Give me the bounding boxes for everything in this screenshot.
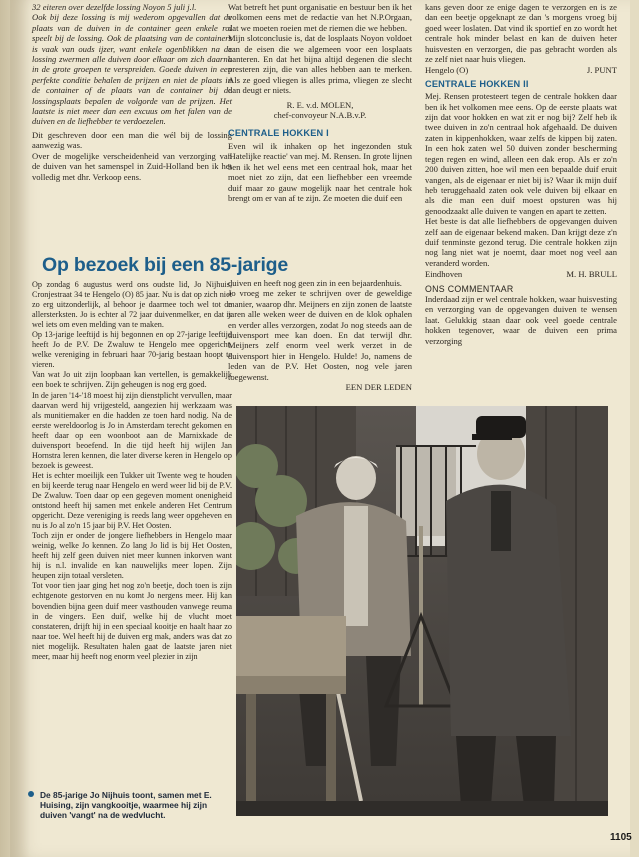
- signature-block: [425, 65, 617, 75]
- caption-text: De 85-jarige Jo Nijhuis toont, samen met E. Huising, zijn vangkooitje, waarmee hij zijn duiven 'vangt' na de wedvlucht.: [40, 790, 212, 820]
- paragraph: Ook bij deze lossing is mij wederom opgevallen dat de plaats van de duiven in de container geen enkele rol speelt bij de lossing. Ook de plaatsing van de containers is vaak van ouds ijzer, want enkele ogenblikken na de lossing zwermen alle duiven door elkaar om zich daarna in de grote groepen te verspreiden. Goede duiven in een perfekte conditie behalen de prijzen en niet de plaats in de container of de plaats van de container bij de lossingsplaats bepalen de volgorde van de prijzen. Het laatste is niet meer dan een excuus om het falen van de duiven en de liefhebber te verdoezelen.: [32, 12, 232, 127]
- signature-block: [228, 100, 412, 121]
- commentary-heading: ONS COMMENTAAR: [425, 283, 514, 294]
- paragraph: Op zondag 6 augustus werd ons oudste lid, Jo Nijhuis, Cronjestraat 34 te Hengelo (O) 85 jaar. Nu is dat op zich niet zo erg uitzonderlijk, al behoor je daarmee toch wel tot de allersterksten. Jo is echter al 72 jaar duivenmelker, en dat is wel iets om even melding van te maken.: [32, 280, 232, 330]
- middle-top-column: [228, 2, 412, 203]
- paragraph: In de jaren '14-'18 moest hij zijn dienstplicht vervullen, maar daarvan werd hij vrijgesteld, aangezien hij werkzaam was als munitiemaker en die hadden ze toen hard nodig. Na de eerste wereldoorlog is Jo in Amsterdam terecht gekomen en heeft daar op een woonboot aan de Marnixkade de duivensport beoefend. In die tijd heeft hij wijlen Jan Hornstra leren kennen, die later diverse keren in Hengelo op bezoek is geweest.: [32, 390, 232, 470]
- photo-caption: [40, 790, 232, 820]
- section-heading: CENTRALE HOKKEN I: [228, 128, 329, 139]
- paragraph: Mej. Rensen protesteert tegen de centrale hokken daar ben ik het volkomen mee eens. Op de eerste plaats wat zijn dat voor hokken en wat zit er nog bij? Zelf heb ik twee duiven in zo'n centraal hok afgehaald. De duiven zaten in kippenhokken, waar zelfs de kippen bij zaten. In een hok zaten wel 50 duiven zonder bescherming tegen regen en wind, alleen een dak erop. Als er zo'n 200 duiven zitten, hoe wil men een bepaalde duif eruit vangen, als de eigenaar er niet bij is? Waar ik mijn duif heb teruggehaald zaten ook vele duiven bij elkaar en als die man een duif moest opsturen was hij genoodzaakt alle duiven te vangen en apart te zetten.: [425, 91, 617, 216]
- section-heading: CENTRALE HOKKEN II: [425, 78, 529, 89]
- signature-place: Hengelo (O): [425, 65, 469, 76]
- signature: EEN DER LEDEN: [345, 382, 412, 393]
- paragraph: Van wat Jo uit zijn loopbaan kan vertellen, is gemakkelijk een boek te schrijven. Zijn geheugen is nog erg goed.: [32, 370, 232, 390]
- right-column: [425, 2, 617, 346]
- paragraph: duiven en heeft nog geen zin in een bejaardenhuis.: [228, 278, 402, 288]
- paragraph: Over de mogelijke verscheidenheid van verzorging van de duiven van het samenspel in Zuid-Holland ben ik het volledig met dhr. Verkoop eens.: [32, 150, 232, 182]
- signature-title: chef-convoyeur N.A.B.v.P.: [273, 110, 367, 121]
- feature-headline: Op bezoek bij een 85-jarige: [42, 254, 289, 276]
- italic-passage: [32, 2, 232, 127]
- magazine-page: [10, 0, 630, 857]
- paragraph: Op 13-jarige leeftijd is hij begonnen en op 27-jarige leeftijd heeft Jo de P.V. De Zwaluw te Hengelo mee opgericht, welke vereniging in februari haar 70-jarig bestaan hoopt te vieren.: [32, 330, 232, 370]
- paragraph: Inderdaad zijn er wel centrale hokken, waar huisvesting en verzorging van de opgevangen duiven te wensen laat. Gelukkig staan daar ook veel goede centrale hokken tegenover, waar de duiven een prima verzorging: [425, 293, 617, 346]
- letter-continuation: [32, 2, 232, 182]
- paragraph: Toch zijn er onder de jongere liefhebbers in Hengelo maar weinig, welke Jo kennen. Zo lang Jo lid is bij Het Oosten, heeft hij zelf geen duiven niet meer kunnen inkorven want hij is n.l. invalide en kan nauwelijks meer lopen. Zijn heupen zijn totaal versleten.: [32, 531, 232, 581]
- paragraph: Het beste is dat alle liefhebbers de opgevangen duiven zelf aan de eigenaar bekend maken. Dan krijgt deze z'n duif tenminste gezond terug. Die centrale hokken zijn nog lang niet wat je noemt, daar moet nog veel aan veranderd worden.: [425, 216, 617, 268]
- feature-left-column: [32, 280, 232, 662]
- feature-photo: [236, 406, 608, 816]
- signature-block: [425, 269, 617, 279]
- paragraph: kans geven door ze enige dagen te verzorgen en is ze dan een beetje opgeknapt ze dan 's morgens vroeg bij goed weer loslaten. Dat vind ik sportief en zo wordt het centrale hok minder belast en kan de duiven heter huisvesten en verzorgen, die pas gebracht worden als ze zelf niet naar huis vliegen.: [425, 2, 617, 65]
- paragraph: Jo vroeg me zeker te schrijven over de geweldige manier, waarop dhr. Meijners en zijn zonen de laatste jaren alle weken weer de duiven en de klok ophalen en verder alles verzorgen, zodat Jo nog steeds aan de duivensport mee kan doen. En dat terwijl dhr. Meijners zelf enorm veel werk verzet in de duivensport hier in Hengelo. Hulde! Jo, namens de leden van de P.V. Het Oosten, nog vele jaren toegewenst.: [228, 288, 412, 382]
- signature-name: M. H. BRULL: [566, 269, 617, 280]
- paragraph: Wat betreft het punt organisatie en bestuur ben ik het volkomen eens met de redactie van het N.P.Orgaan, dat we moeten roeien met de riemen die we hebben.: [228, 2, 412, 33]
- paragraph: Het is echter moeilijk een Tukker uit Twente weg te houden en bij keerde terug naar Hengelo en werd weer lid bij de P.V. De Zwaluw. Toen daar op een gegeven moment onenigheid ontstond heeft hij samen met enkele anderen Het Centrum opgericht. Deze vereniging is reeds lang weer opgeheven en nu is Jo al zo'n 15 jaar bij P.V. Het Oosten.: [32, 470, 232, 531]
- caption-bullet-icon: [28, 791, 34, 797]
- signature-place: Eindhoven: [425, 269, 463, 280]
- paragraph: Mijn slotconclusie is, dat de losplaats Noyon voldoet aan de eisen die we algemeen voor een losplaats hanteren. En dat het bijna altijd degenen die slecht presteren zijn, die van alles hebben aan te merken. Als ze goed vliegen is alles prima, vliegen ze slecht dan deugt er niets.: [228, 33, 412, 96]
- feature-middle-column: [228, 278, 412, 392]
- photo-illustration: [236, 406, 608, 816]
- paragraph: 32 eiteren over dezelfde lossing Noyon 5 juli j.l.: [32, 2, 197, 12]
- paragraph: Dit geschreven door een man die wél bij de lossing aanwezig was.: [32, 129, 232, 151]
- paragraph: Tot voor tien jaar ging het nog zo'n beetje, doch toen is zijn echtgenote gestorven en nu komt Jo nergens meer. Hij kan bovendien bijna geen duif meer vasthouden vanwege reuma in de vingers. Een duif, welke hij de vlucht moet constateren, drijft hij in een speciaal kooitje en haalt haar zo naar toe. Wel heeft hij de duiven erg mak, anders was dat zo niet mogelijk. Resultaten halen gaat de laatste jaren niet meer, maar hij heeft nog enorm veel plezier in zijn: [32, 581, 232, 661]
- paragraph: Even wil ik inhaken op het ingezonden stuk 'Hatelijke reactie' van mej. M. Rensen. In grote lijnen ben ik het wel eens met een centraal hok, maar het moet niet zo zijn, dat een liefhebber een vreemde duif maar zo gauw mogelijk naar het centrale hok brengt om er van af te zijn. Ze moeten die duif een: [228, 140, 412, 203]
- page-number: 1105: [610, 832, 632, 843]
- signature-name: J. PUNT: [586, 65, 617, 76]
- signature-name: R. E. v.d. MOLEN,: [286, 99, 354, 110]
